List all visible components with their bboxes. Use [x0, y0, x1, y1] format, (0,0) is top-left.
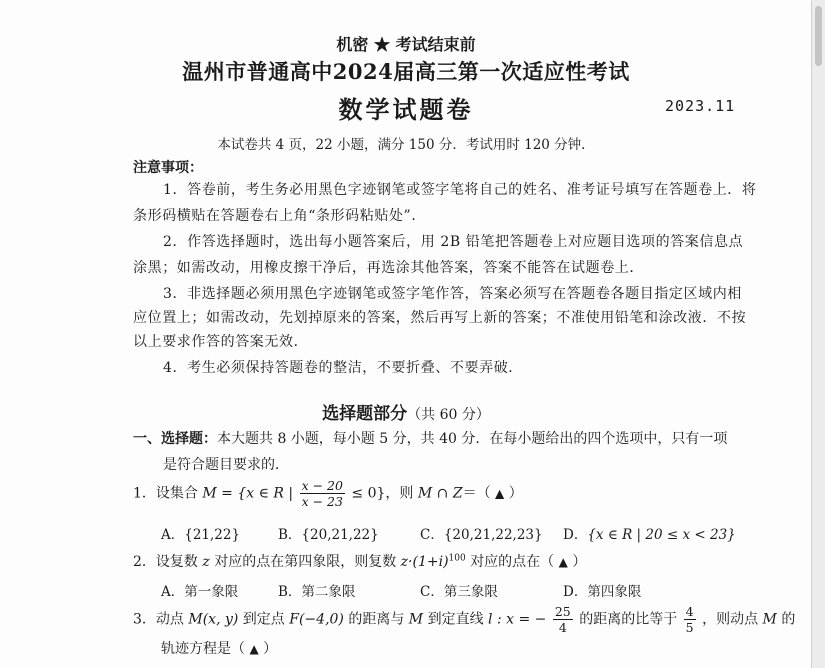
- q2-option-b: [278, 580, 355, 600]
- q1-mid: ，则: [385, 485, 414, 502]
- q3-fraction-1-numerator: 25: [554, 604, 571, 619]
- q1-option-c-label: C．: [420, 527, 444, 543]
- paper-title: 数学试题卷: [338, 95, 474, 124]
- q3-fraction-2-numerator: 4: [685, 604, 694, 619]
- q1-fraction-numerator: x − 20: [301, 478, 343, 493]
- scrollbar-thumb[interactable]: [815, 6, 822, 66]
- exam-date: 2023.11: [665, 97, 736, 115]
- q1-fraction: [300, 478, 345, 509]
- notice-item-2-line-1: 2．作答选择题时，选出每小题答案后，用 2B 铅笔把答题卷上对应题目选项的答案信息点: [163, 234, 744, 250]
- answer-marker: ▲: [495, 486, 505, 501]
- q3-math-1: M(x, y): [188, 611, 239, 628]
- q1-option-d-label: D．: [563, 527, 588, 543]
- answer-marker: ▲: [249, 642, 259, 656]
- q1-option-b-label: B．: [278, 527, 302, 543]
- q3-text-5: 的距离的比等于: [579, 611, 678, 628]
- q3-text-7: 的: [781, 611, 796, 628]
- q3-end: ）: [263, 641, 278, 657]
- q1-option-c: [420, 523, 543, 543]
- q1-option-c-text: {20,21,22,23}: [443, 527, 543, 543]
- q2-text-3: 对应的点在（: [470, 554, 555, 570]
- q2-option-c: [420, 580, 498, 600]
- answer-marker: ▲: [558, 555, 568, 569]
- question-2: [133, 551, 586, 571]
- q1-tail: ＝（: [462, 485, 491, 502]
- q2-option-b-label: B．: [278, 584, 302, 600]
- q2-option-b-text: 第二象限: [301, 584, 356, 600]
- q2-option-d: [563, 580, 641, 600]
- section-title: [0, 399, 812, 424]
- notice-item-3-line-3: 以上要求作答的答案无效．: [133, 334, 309, 350]
- q1-end: ）: [508, 485, 523, 502]
- q1-option-a-text: {21,22}: [184, 527, 241, 543]
- q3-math-4: l : x = −: [488, 611, 547, 628]
- q3-text-2: 到定点: [242, 611, 285, 628]
- notice-item-3-line-1: 3．非选择题必须用黑色字迹钢笔或签字笔作答，答案必须写在答题卷各题目指定区域内相: [163, 286, 742, 302]
- notice-item-2-line-2: 涂黑；如需改动，用橡皮擦干净后，再选涂其他答案，答案不能答在试题卷上．: [133, 260, 644, 276]
- section-one-heading: [133, 428, 727, 448]
- q3-line-2-text: 轨迹方程是（: [161, 641, 245, 657]
- q3-math-3: M: [408, 611, 424, 628]
- notice-title: 注意事项：: [133, 160, 203, 176]
- q2-option-c-text: 第三象限: [443, 584, 498, 600]
- q3-text-6: ，则动点: [702, 611, 759, 628]
- q1-option-b-text: {20,21,22}: [301, 527, 379, 543]
- section-one-text-2: 是符合题目要求的．: [163, 457, 289, 473]
- q3-text-4: 到定直线: [427, 611, 484, 628]
- section-one-label: 一、选择题：: [133, 431, 217, 447]
- question-1: [133, 478, 523, 509]
- q2-option-a: [161, 580, 238, 600]
- q3-fraction-1-denominator: 4: [558, 620, 567, 635]
- q1-option-a-label: A．: [161, 527, 185, 543]
- question-3: [133, 604, 795, 635]
- q1-set-open: M = {x ∈ R |: [202, 485, 294, 502]
- q3-fraction-2: [684, 604, 696, 635]
- q3-math-5: M: [762, 611, 777, 628]
- q2-variable: z: [202, 554, 210, 570]
- q2-end: ）: [572, 554, 587, 570]
- exam-title: 温州市普通高中2024届高三第一次适应性考试: [182, 59, 630, 84]
- q2-text-1: 2．设复数: [133, 554, 198, 570]
- confidential-label: 机密 ★ 考试结束前: [336, 35, 476, 54]
- q2-option-a-label: A．: [161, 584, 185, 600]
- vertical-scrollbar[interactable]: [811, 0, 825, 668]
- q3-fraction-2-denominator: 5: [685, 620, 694, 635]
- notice-item-1-line-2: 条形码横贴在答题卷右上角“条形码粘贴处”．: [133, 208, 426, 224]
- q2-option-a-text: 第一象限: [184, 584, 239, 600]
- notice-item-4: 4．考生必须保持答题卷的整洁，不要折叠、不要弄破．: [163, 360, 523, 376]
- q1-set-close: ≤ 0}: [351, 485, 386, 502]
- q1-option-d-text: {x ∈ R | 20 ≤ x < 23}: [587, 527, 736, 543]
- section-one-text: 本大题共 8 小题，每小题 5 分，共 40 分．在每小题给出的四个选项中，只有一项: [217, 431, 728, 447]
- section-title-text: 选择题部分: [322, 404, 408, 424]
- q1-fraction-denominator: x − 23: [301, 494, 343, 509]
- notice-item-3-line-2: 应位置上；如需改动，先划掉原来的答案，然后再写上新的答案；不准使用铅笔和涂改液．不按: [133, 310, 747, 326]
- q1-expression: M ∩ Z: [417, 485, 463, 502]
- q2-option-d-label: D．: [563, 584, 588, 600]
- q2-expression: z·(1+i): [400, 554, 449, 570]
- q1-prefix: 1．设集合: [133, 485, 198, 502]
- notice-item-1-line-1: 1．答卷前，考生务必用黑色字迹钢笔或签字笔将自己的姓名、准考证号填写在答题卷上．将: [163, 182, 757, 198]
- q3-fraction-1: [553, 604, 573, 635]
- q1-option-b: [278, 523, 379, 543]
- paper-intro: 本试卷共 4 页，22 小题，满分 150 分．考试用时 120 分钟．: [217, 137, 595, 153]
- q1-option-a: [161, 523, 240, 543]
- q3-text-1: 3．动点: [133, 611, 184, 628]
- q1-option-d: [563, 523, 736, 543]
- q2-option-d-text: 第四象限: [587, 584, 642, 600]
- q2-option-c-label: C．: [420, 584, 444, 600]
- q2-text-2: 对应的点在第四象限，则复数: [214, 554, 397, 570]
- q2-power: 100: [448, 553, 466, 564]
- section-title-note: （共 60 分）: [407, 407, 490, 423]
- q3-math-2: F(−4,0): [289, 611, 344, 628]
- question-3-line-2: [161, 638, 277, 658]
- q3-text-3: 的距离与: [348, 611, 405, 628]
